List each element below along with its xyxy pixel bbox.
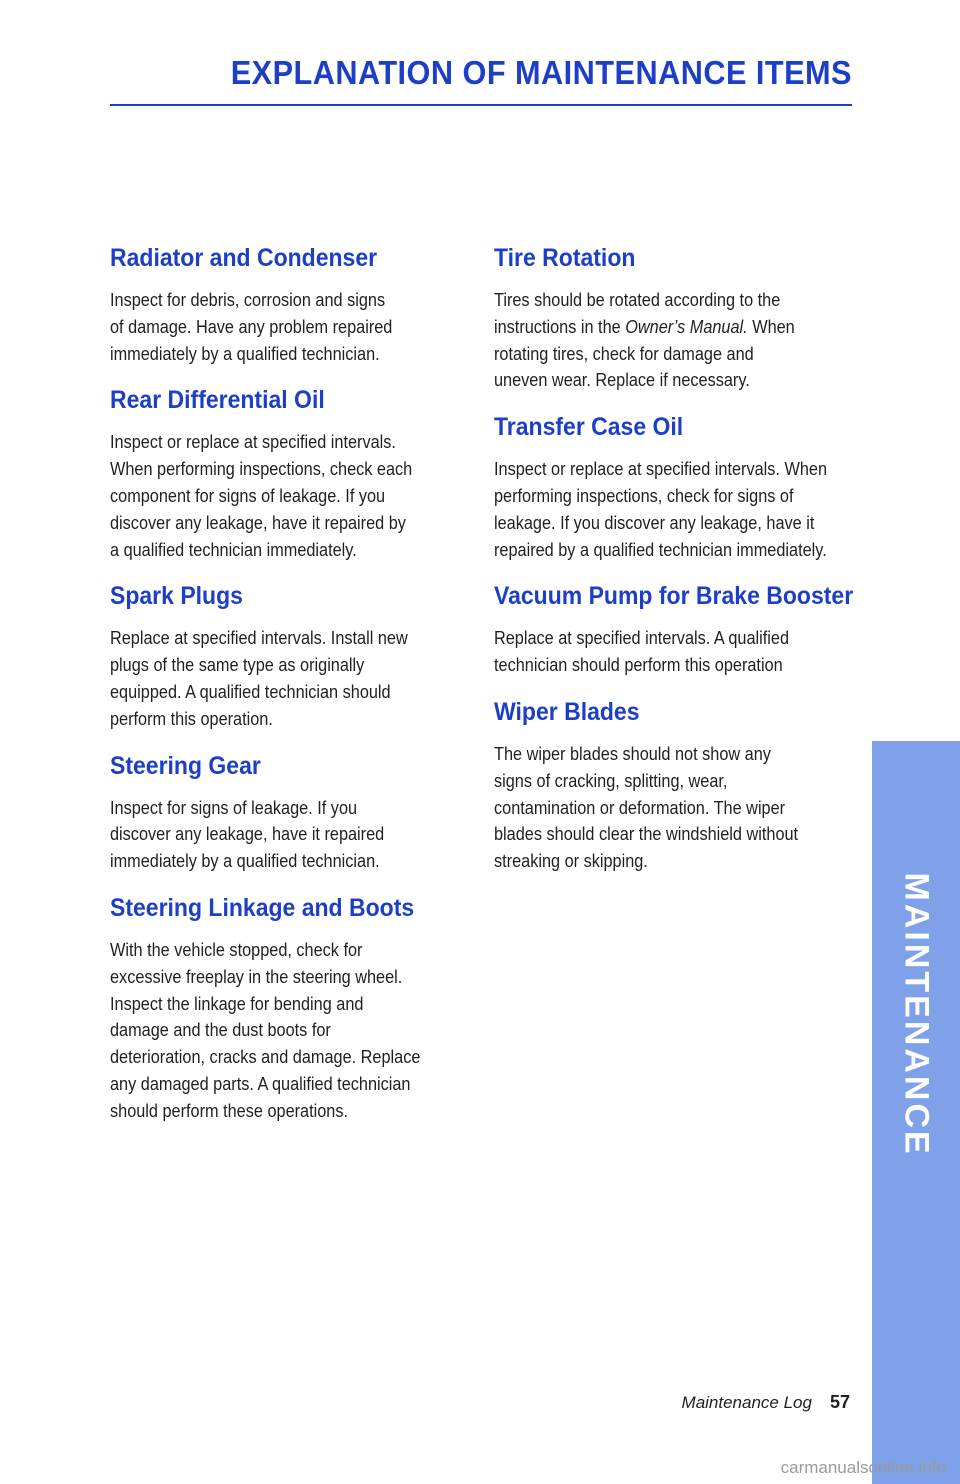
section-spark-plugs [110, 578, 450, 732]
section-steering-gear [110, 748, 450, 875]
section-heading: Spark Plugs [110, 582, 243, 611]
section-heading: Wiper Blades [494, 697, 640, 726]
section-heading: Steering Linkage and Boots [110, 893, 415, 922]
section-heading: Transfer Case Oil [494, 413, 684, 442]
title-rule [110, 104, 852, 106]
section-body: Inspect for signs of leakage. If you discover any leakage, have it repaired immediately by a qualified technician. [110, 796, 385, 872]
section-body: Inspect or replace at specified intervals. When performing inspections, check each component for signs of leakage. If you discover any leakage, have it repaired by a qualified technician immediately. [110, 431, 413, 560]
right-column [494, 240, 854, 890]
section-body: Inspect for debris, corrosion and signs of damage. Have any problem repaired immediately by a qualified technician. [110, 289, 393, 364]
page-number: 57 [829, 1392, 850, 1412]
side-tab-label: MAINTENANCE [897, 872, 936, 1157]
section-vacuum-pump-brake-booster [494, 578, 854, 679]
section-rear-differential-oil [110, 382, 450, 563]
section-tire-rotation [494, 240, 854, 394]
section-heading: Vacuum Pump for Brake Booster [494, 582, 854, 611]
left-column [110, 240, 450, 1140]
page-title: EXPLANATION OF MAINTENANCE ITEMS [230, 54, 852, 91]
section-radiator-condenser [110, 240, 450, 367]
section-heading: Rear Differential Oil [110, 386, 325, 415]
body-text: Tires should be rotated according to the instructions in the [494, 289, 781, 337]
page-footer [682, 1392, 850, 1413]
watermark: carmanualsonline.info [780, 1458, 946, 1477]
section-body: Replace at specified intervals. A qualified technician should perform this operation [494, 627, 790, 676]
maintenance-side-tab [872, 741, 960, 1484]
body-text: When rotating tires, check for damage and uneven wear. Replace if necessary. [494, 315, 795, 391]
section-body: Inspect or replace at specified intervals. When performing inspections, check for signs of leakage. If you discover any leakage, have it repaired by a qualified technician immediately. [494, 458, 828, 560]
section-steering-linkage-boots [110, 890, 450, 1125]
owners-manual-reference: Owner’s Manual. [625, 315, 748, 337]
section-wiper-blades [494, 694, 854, 875]
section-heading: Tire Rotation [494, 244, 636, 272]
section-body: Replace at specified intervals. Install new plugs of the same type as originally equipped. A qualified technician should perform this operation. [110, 627, 408, 729]
section-body: With the vehicle stopped, check for excessive freeplay in the steering wheel. Inspect the linkage for bending and damage and the dust boots for deterioration, cracks and damage. Replace any damaged parts. A qualified technician should perform these operations. [110, 938, 421, 1121]
footer-section-name: Maintenance Log [681, 1393, 812, 1412]
section-transfer-case-oil [494, 409, 854, 563]
section-body: The wiper blades should not show any signs of cracking, splitting, wear, contamination or deformation. The wiper blades should clear the windshield without streaking or skipping. [494, 742, 799, 872]
section-heading: Steering Gear [110, 751, 261, 780]
section-body [494, 287, 855, 394]
section-heading: Radiator and Condenser [110, 244, 378, 272]
